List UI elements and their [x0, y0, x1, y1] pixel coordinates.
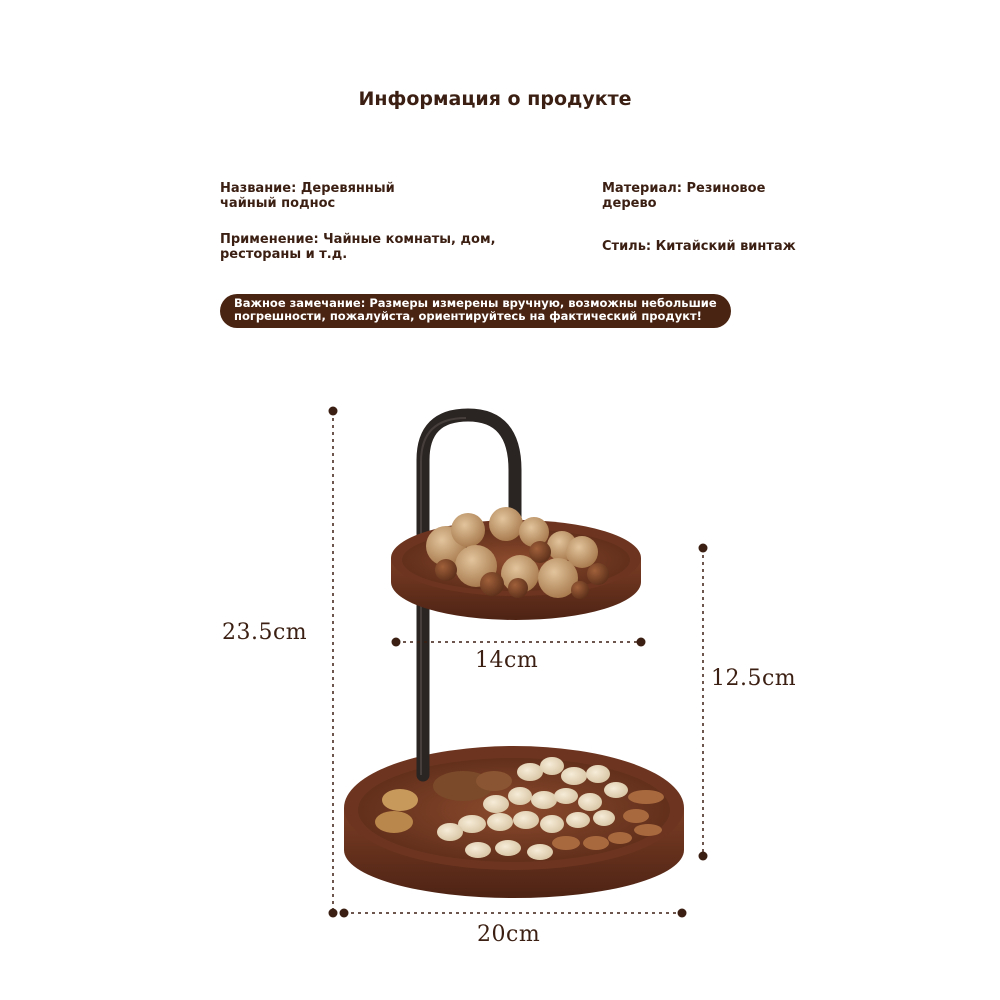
spec-usage-line2: рестораны и т.д.: [220, 247, 348, 262]
notice-line2: погрешности, пожалуйста, ориентируйтесь на фактический продукт!: [234, 309, 702, 323]
dimension-height-total: [329, 407, 338, 918]
notice-line1: Важное замечание: Размеры измерены вручную, возможны небольшие: [234, 296, 717, 310]
spec-name-line2: чайный поднос: [220, 196, 336, 211]
page-title: Информация о продукте: [358, 88, 632, 110]
spec-material-line1: Материал: Резиновое: [602, 181, 766, 196]
spec-material-line2: дерево: [602, 196, 657, 211]
dimension-lower-height: [699, 544, 708, 861]
dimension-top-diameter: [392, 638, 646, 647]
label-height-total: 23.5cm: [222, 620, 308, 645]
dimension-bottom-diameter: [340, 909, 687, 918]
spec-name-line1: Название: Деревянный: [220, 181, 395, 196]
label-lower-height: 12.5cm: [711, 666, 797, 691]
label-top-diameter: 14cm: [475, 648, 539, 673]
spec-usage-line1: Применение: Чайные комнаты, дом,: [220, 232, 496, 247]
spec-style: Стиль: Китайский винтаж: [602, 239, 796, 254]
label-bottom-diameter: 20cm: [477, 922, 541, 947]
